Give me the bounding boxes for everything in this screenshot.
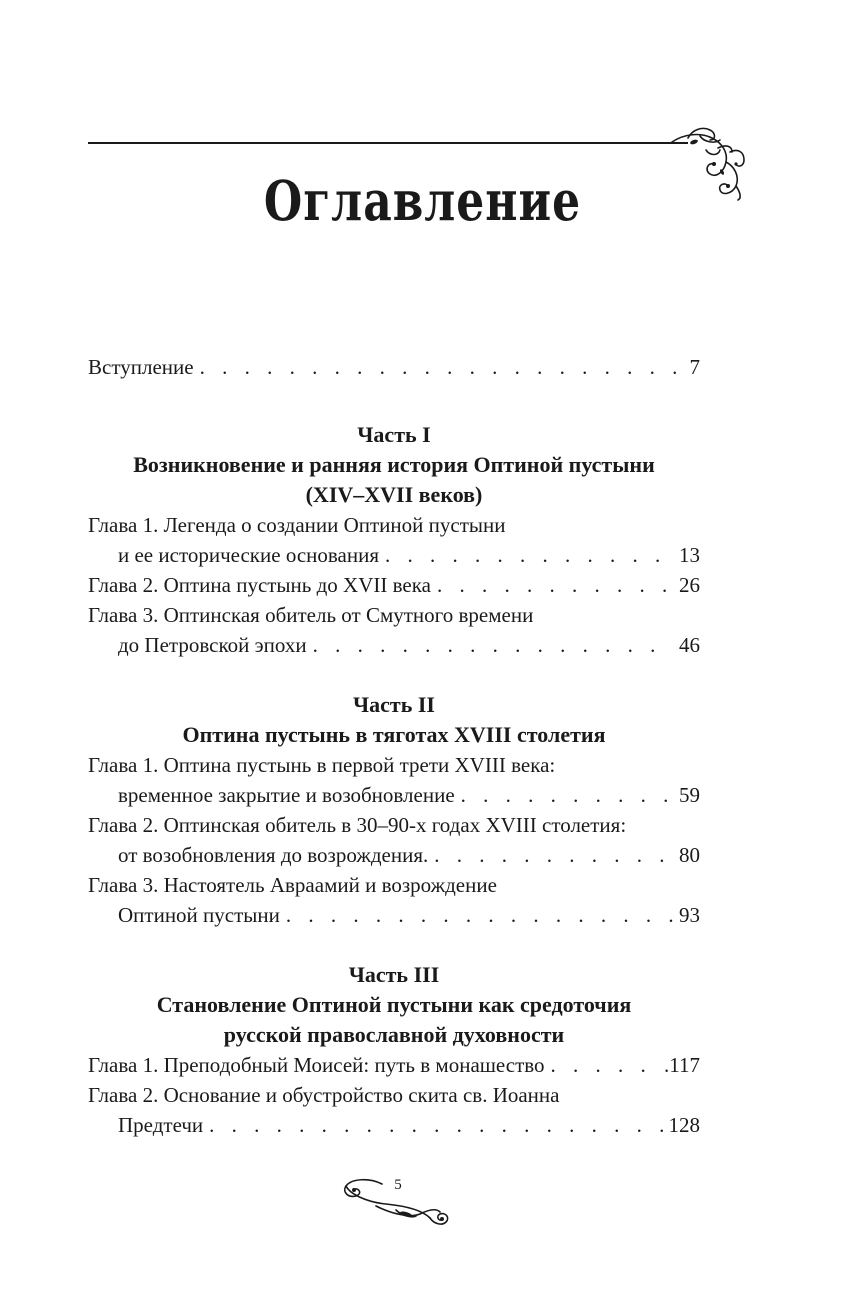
dot-leader — [385, 540, 673, 570]
chapter-title: Глава 2. Оптина пустынь до XVII века — [88, 573, 431, 597]
chapter-title: Глава 1. Оптина пустынь в первой трети XVIII века: — [88, 753, 556, 777]
toc-entry-chapter[interactable] — [88, 600, 700, 660]
chapter-title-cont: до Петровской эпохи — [118, 633, 307, 657]
dot-leader — [434, 840, 673, 870]
toc-entry-chapter[interactable] — [88, 1050, 700, 1080]
part-title: (XIV–XVII веков) — [305, 482, 483, 507]
part-title: Становление Оптиной пустыни как средоточия — [156, 992, 632, 1017]
toc-page-number: 46 — [679, 633, 700, 657]
toc-page-number: 80 — [679, 843, 700, 867]
dot-leader — [313, 630, 673, 660]
dot-leader — [551, 1050, 658, 1080]
toc-entry-chapter[interactable] — [88, 510, 700, 570]
part-heading — [88, 690, 700, 750]
part-title: русской православной духовности — [223, 1022, 565, 1047]
chapter-title: Глава 3. Настоятель Авраамий и возрождение — [88, 873, 497, 897]
chapter-title-cont: и ее исторические основания — [118, 543, 379, 567]
toc-entry-chapter[interactable] — [88, 570, 700, 600]
toc-entry-label: Вступление — [88, 355, 194, 379]
toc-page-number: .117 — [664, 1053, 700, 1077]
toc-entry-chapter[interactable] — [88, 750, 700, 810]
dot-leader — [209, 1110, 662, 1140]
part-heading — [88, 420, 700, 510]
part-heading — [88, 960, 700, 1050]
chapter-title: Глава 1. Легенда о создании Оптиной пустыни — [88, 513, 506, 537]
toc-page-number: 59 — [679, 783, 700, 807]
toc-page-number: 13 — [679, 543, 700, 567]
dot-leader — [286, 900, 673, 930]
header-rule — [88, 142, 688, 144]
chapter-title: Глава 2. Основание и обустройство скита св. Иоанна — [88, 1083, 560, 1107]
part-label: Часть III — [348, 962, 440, 987]
chapter-title-cont: Предтечи — [118, 1113, 204, 1137]
toc-page-number: 128 — [668, 1113, 700, 1137]
chapter-title: Глава 1. Преподобный Моисей: путь в монашество — [88, 1053, 545, 1077]
chapter-title-cont: временное закрытие и возобновление — [118, 783, 455, 807]
part-title: Возникновение и ранняя история Оптиной пустыни — [133, 452, 655, 477]
chapter-title: Глава 3. Оптинская обитель от Смутного времени — [88, 603, 534, 627]
dot-leader — [200, 352, 684, 382]
dot-leader — [437, 570, 673, 600]
dot-leader — [461, 780, 673, 810]
toc-page-number: 93 — [679, 903, 700, 927]
toc-entry-chapter[interactable] — [88, 1080, 700, 1140]
chapter-title-cont: Оптиной пустыни — [118, 903, 280, 927]
toc-page-number: 26 — [679, 573, 700, 597]
toc-entry-chapter[interactable] — [88, 870, 700, 930]
toc-entry-intro[interactable] — [88, 352, 700, 382]
page-number: 5 — [394, 1177, 402, 1193]
table-of-contents — [88, 352, 700, 1140]
toc-entry-chapter[interactable] — [88, 810, 700, 870]
part-label: Часть I — [357, 422, 431, 447]
toc-page-number: 7 — [689, 355, 700, 379]
part-label: Часть II — [353, 692, 435, 717]
part-title: Оптина пустынь в тяготах XVIII столетия — [182, 722, 606, 747]
chapter-title-cont: от возобновления до возрождения. — [118, 843, 429, 867]
page-title: Оглавление — [263, 170, 582, 234]
chapter-title: Глава 2. Оптинская обитель в 30–90-х годах XVIII столетия: — [88, 813, 627, 837]
